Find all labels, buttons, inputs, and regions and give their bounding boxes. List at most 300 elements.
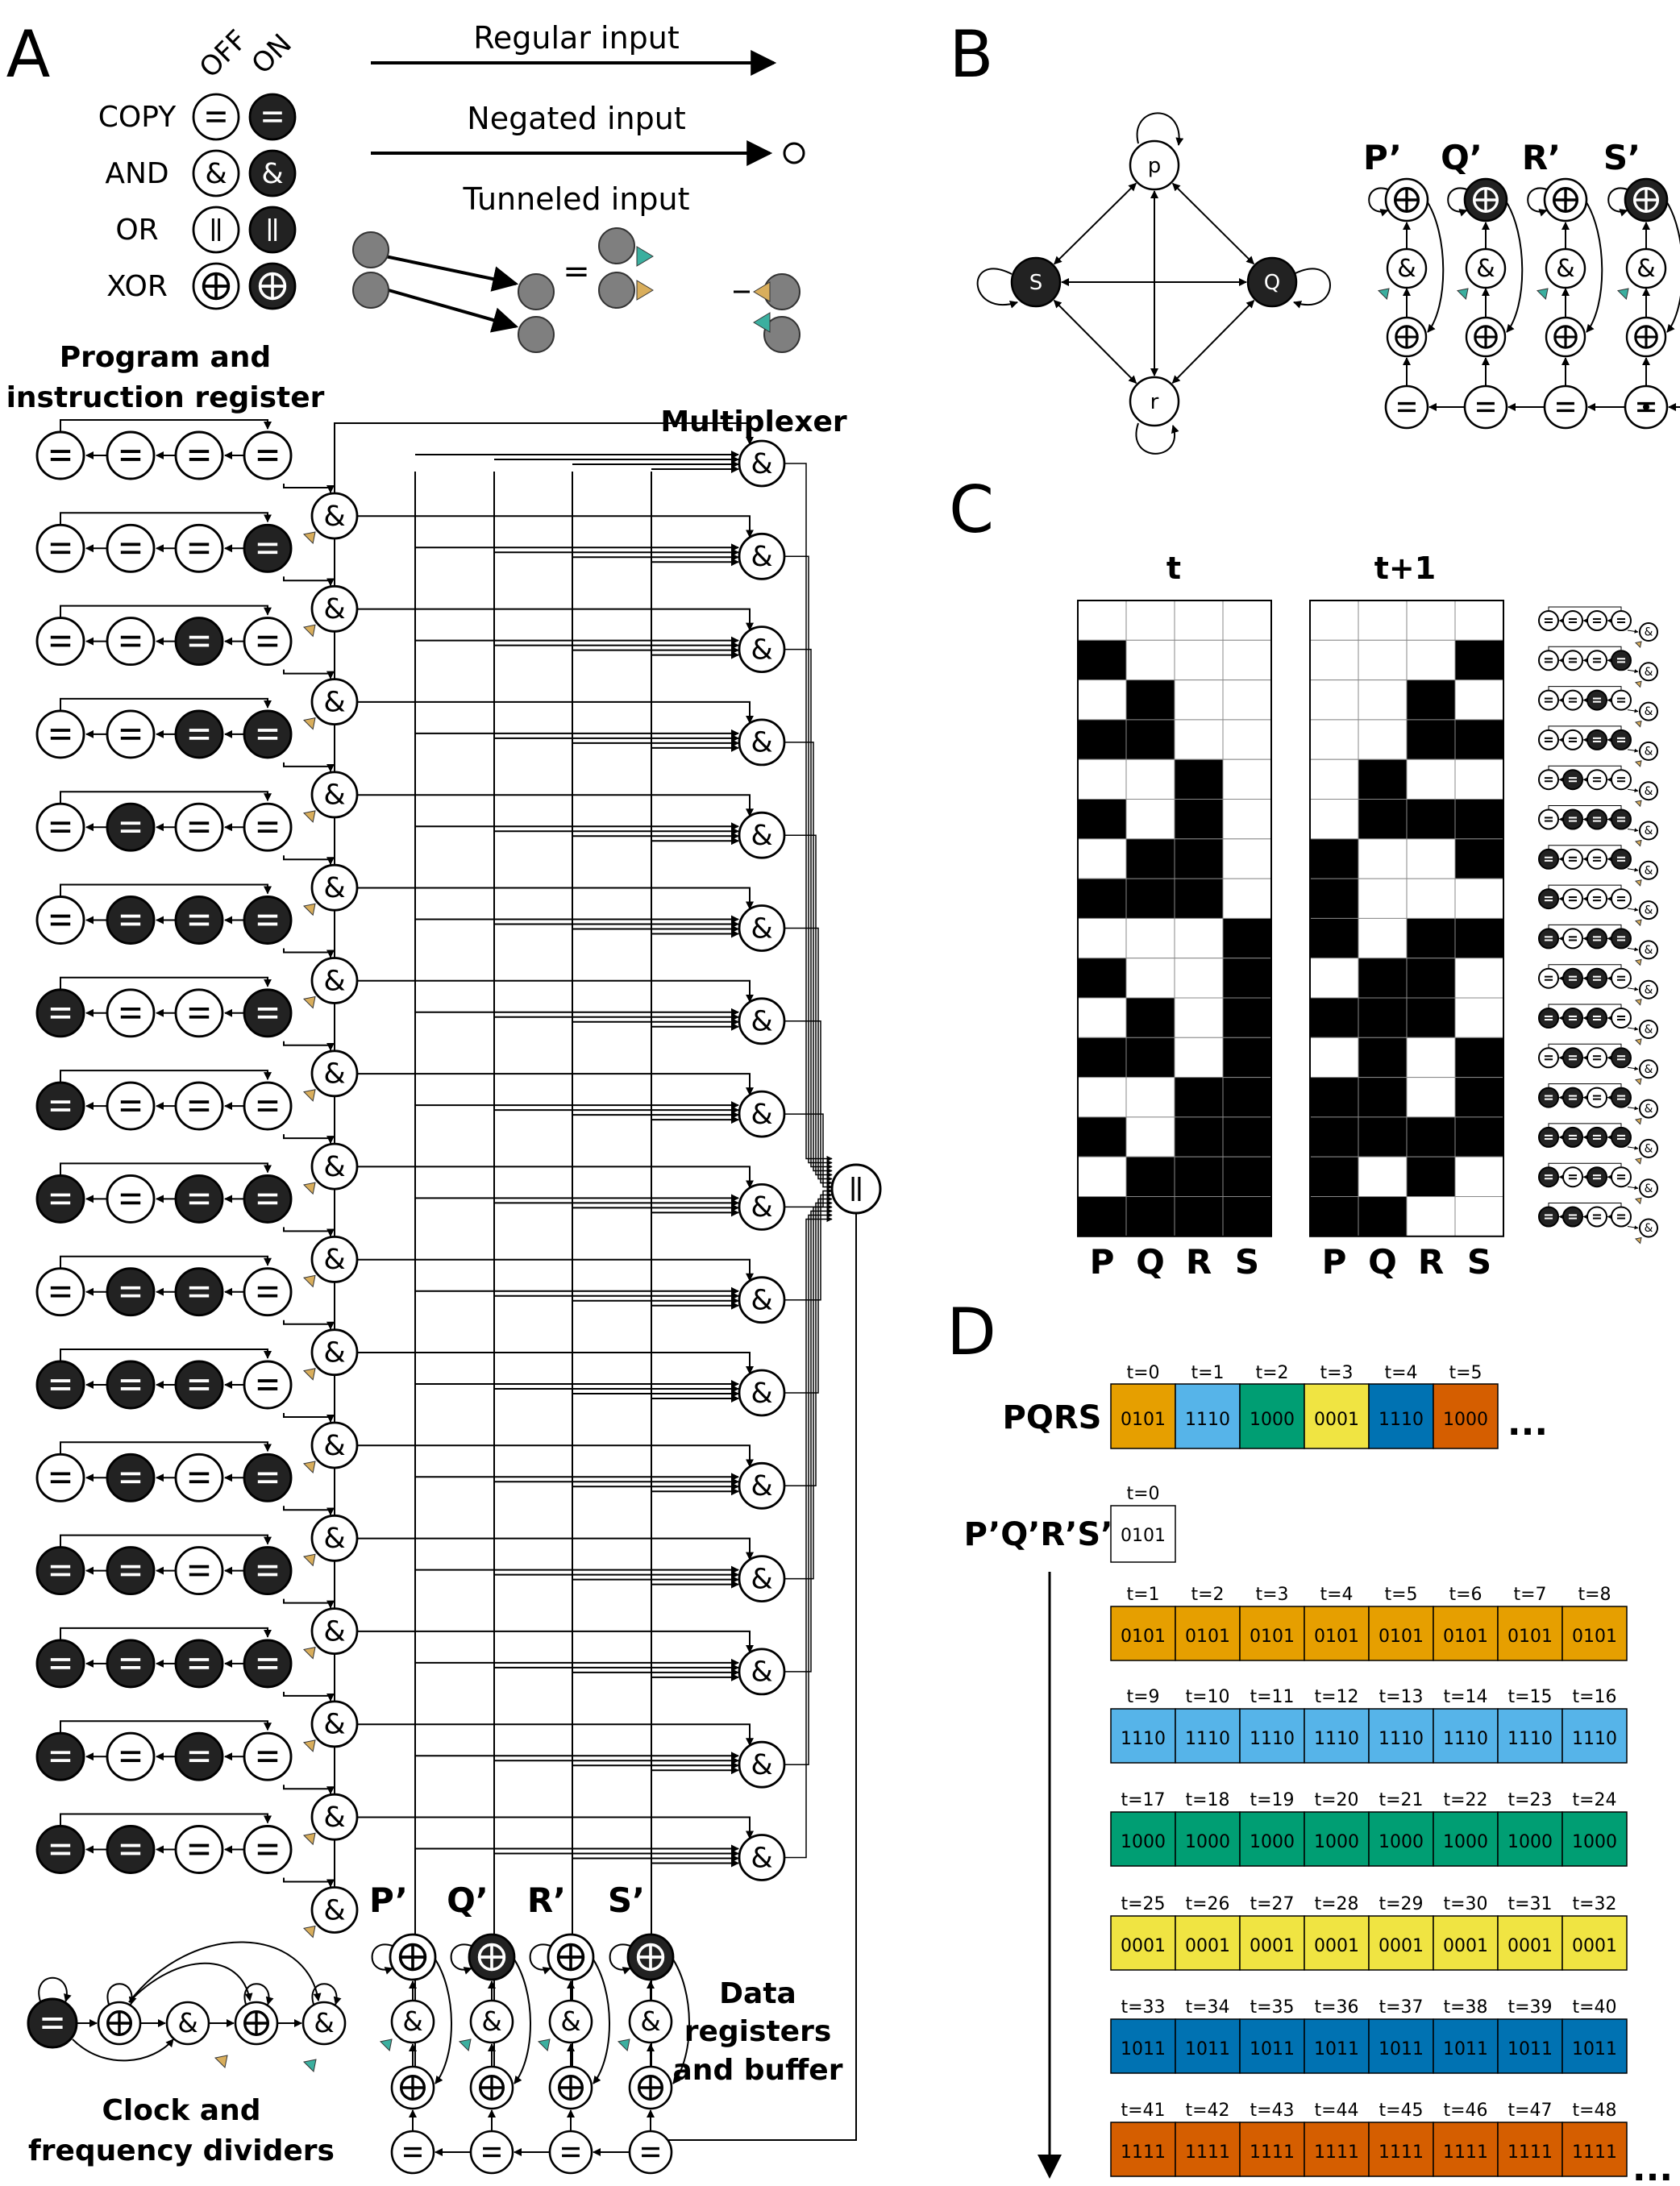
prime-time: t=19 (1250, 1790, 1295, 1810)
and-to-mux (335, 1818, 750, 1888)
gate-circle (176, 1827, 222, 1873)
grid-t1-cell (1358, 601, 1407, 640)
register-wire (592, 1957, 609, 2084)
legend-xor-label: XOR (106, 270, 168, 303)
gate-circle (244, 1548, 291, 1594)
b-register-xor-1 (1465, 179, 1507, 221)
tunnel-marker (1636, 1078, 1641, 1084)
prime-label: P’Q’R’S’ (963, 1516, 1113, 1553)
prime-value: 1111 (1121, 2142, 1166, 2163)
prime-value: 1111 (1507, 2142, 1553, 2163)
program-bit-0-2 (176, 432, 222, 479)
tunnel-marker (1636, 800, 1641, 806)
grid-t-cell (1175, 800, 1223, 839)
program-bit-10-0 (37, 1361, 84, 1408)
grid-t-cell (1223, 1037, 1271, 1077)
register-buffer-3 (630, 2131, 672, 2173)
grid-t-cell (1126, 1157, 1175, 1196)
and-symbol: & (751, 1470, 773, 1503)
prime-value: 1000 (1314, 1832, 1359, 1852)
panel-label-c: C (949, 472, 994, 547)
program-and-gate-10 (312, 1423, 357, 1468)
clock-label-2: frequency dividers (28, 2134, 335, 2167)
legend-xor-on (250, 264, 295, 309)
and-symbol: & (1476, 255, 1495, 284)
mini-wire (1628, 1187, 1638, 1188)
mini-bit (1587, 770, 1607, 789)
register-feedback (60, 606, 268, 618)
program-and-gate-1 (312, 586, 357, 631)
and-symbol: & (1644, 944, 1653, 958)
mini-bit (1587, 850, 1607, 869)
grid-t-cell (1126, 759, 1175, 799)
program-bit-11-2 (176, 1454, 222, 1501)
mini-bit (1563, 810, 1582, 829)
b-register-and-3 (1627, 249, 1665, 288)
pqrs-time-1: t=1 (1191, 1363, 1225, 1383)
register-xor-2 (548, 1935, 593, 1980)
gate-circle (176, 525, 222, 571)
grid-t1-cell (1455, 1197, 1503, 1236)
mini-bit (1611, 810, 1631, 829)
to-and-wire (284, 576, 331, 585)
grid-t-col-label: P (1089, 1242, 1115, 1282)
grid-t-cell (1223, 800, 1271, 839)
to-and-wire (284, 1041, 331, 1050)
program-bit-4-0 (37, 804, 84, 850)
prime-value: 1000 (1250, 1832, 1295, 1852)
gate-circle (1539, 929, 1558, 948)
legend-or-label: OR (115, 214, 159, 247)
program-bit-7-0 (37, 1083, 84, 1129)
prime-value: 0101 (1443, 1627, 1488, 1647)
prime-value: 0101 (1250, 1627, 1295, 1647)
mux-and-gate-1 (739, 534, 784, 579)
and-symbol: & (751, 912, 773, 945)
to-and-wire (284, 1134, 331, 1143)
program-bit-1-0 (37, 525, 84, 571)
and-symbol: & (1644, 904, 1653, 917)
prime-time: t=35 (1250, 1997, 1295, 2018)
program-bit-8-0 (37, 1175, 84, 1222)
tunnel-marker (1379, 289, 1389, 299)
prime-time: t=7 (1513, 1585, 1547, 1605)
mini-bit (1587, 1008, 1607, 1028)
mini-feedback (1549, 607, 1621, 611)
and-symbol: & (402, 2005, 423, 2037)
prime-value: 0001 (1121, 1936, 1166, 1956)
grid-t-cell (1126, 918, 1175, 958)
grid-t1-cell (1455, 1117, 1503, 1157)
state-transition (1173, 184, 1254, 264)
prime-value: 1111 (1185, 2142, 1230, 2163)
mini-feedback (1549, 846, 1621, 850)
b-register-wire (1665, 200, 1680, 332)
prime-value: 1000 (1185, 1832, 1230, 1852)
gate-circle (1539, 850, 1558, 869)
grid-t-cell (1223, 759, 1271, 799)
mini-bit (1611, 1048, 1631, 1067)
tunnel-marker (1636, 1158, 1641, 1164)
and-symbol: & (751, 1842, 773, 1875)
program-and-gate-13 (312, 1702, 357, 1747)
program-bit-7-1 (107, 1083, 154, 1129)
grid-t1-cell (1310, 720, 1358, 759)
and-symbol: & (751, 447, 773, 480)
grid-t1-cell (1310, 998, 1358, 1037)
program-bit-12-2 (176, 1548, 222, 1594)
clock-copy (28, 1999, 77, 2047)
tunnel-marker (460, 2039, 471, 2051)
program-bit-12-0 (37, 1548, 84, 1594)
mini-bit (1539, 611, 1558, 630)
mini-bit (1611, 929, 1631, 948)
gate-circle (471, 2131, 513, 2173)
grid-t1-cell (1455, 879, 1503, 918)
grid-t-cell (1223, 998, 1271, 1037)
mini-and (1640, 981, 1657, 999)
legend-equals: = (563, 253, 590, 290)
tunnel-marker (1636, 1198, 1641, 1203)
gate-circle (1611, 929, 1631, 948)
grid-t1-cell (1310, 958, 1358, 998)
program-bit-7-2 (176, 1083, 222, 1129)
prime-ellipsis: ... (1632, 2148, 1674, 2186)
legend-off: OFF (193, 23, 254, 85)
program-bit-11-1 (107, 1454, 154, 1501)
grid-t1-cell (1455, 759, 1503, 799)
grid-title-t: t (1166, 551, 1182, 586)
grid-t-col-label: S (1234, 1242, 1260, 1282)
gate-circle (1563, 850, 1582, 869)
legend-or-off (193, 207, 239, 252)
gate-circle (1587, 929, 1607, 948)
program-bit-6-2 (176, 990, 222, 1037)
mini-bit (1587, 611, 1607, 630)
gate-circle (1465, 386, 1507, 428)
gate-circle (1611, 1008, 1631, 1028)
legend-xor-off (193, 264, 239, 309)
mini-bit (1587, 1207, 1607, 1227)
grid-t1-cell (1455, 918, 1503, 958)
prime-value: 0101 (1507, 1627, 1553, 1647)
prime-time: t=34 (1185, 1997, 1230, 2018)
grid-t1-cell (1407, 680, 1455, 720)
b-register-wire (1426, 200, 1443, 332)
gate-circle (1587, 1088, 1607, 1108)
grid-t1-cell (1358, 1037, 1407, 1077)
tunnel-marker (304, 1554, 315, 1565)
grid-t1-col-label: R (1417, 1242, 1445, 1282)
and-symbol: & (314, 2007, 335, 2038)
mini-bit (1563, 650, 1582, 670)
register-label-2: R’ (526, 1881, 567, 1920)
mini-and (1640, 822, 1657, 840)
gate-circle (176, 1361, 222, 1408)
mini-bit (1611, 691, 1631, 710)
and-symbol: & (1644, 1142, 1653, 1156)
b-register-buffer-1 (1465, 386, 1507, 428)
and-symbol: & (323, 686, 346, 719)
mini-and (1640, 941, 1657, 958)
gate-circle (1563, 969, 1582, 988)
program-bit-0-0 (37, 432, 84, 479)
register-and-2 (550, 2001, 592, 2043)
tunnel-marker (1537, 289, 1548, 299)
grid-t1-cell (1407, 800, 1455, 839)
grid-t-cell (1223, 1078, 1271, 1117)
tunnel-marker (304, 1740, 315, 1752)
prime-time: t=8 (1578, 1585, 1611, 1605)
example-node (353, 272, 389, 308)
and-symbol: & (323, 1336, 346, 1369)
grid-t1-cell (1407, 879, 1455, 918)
mini-bit (1563, 969, 1582, 988)
grid-t-cell (1078, 1157, 1126, 1196)
gate-circle (107, 804, 154, 850)
grid-t1-cell (1455, 1157, 1503, 1196)
gate-circle (244, 990, 291, 1037)
gate-circle (244, 1733, 291, 1780)
prime-time: t=45 (1379, 2101, 1424, 2121)
grid-t1-col-label: Q (1368, 1242, 1397, 1282)
mini-feedback (1549, 766, 1621, 770)
grid-t1-cell (1455, 958, 1503, 998)
mini-bit (1539, 929, 1558, 948)
and-symbol: & (323, 1244, 346, 1277)
grid-t1-cell (1358, 720, 1407, 759)
gate-circle (1539, 1167, 1558, 1187)
program-bit-11-3 (244, 1454, 291, 1501)
tunnel-marker (304, 1833, 315, 1844)
gate-circle (37, 432, 84, 479)
program-and-gate-15 (312, 1888, 357, 1933)
mini-bit (1611, 1207, 1631, 1227)
register-buffer-2 (550, 2131, 592, 2173)
gate-circle (1587, 850, 1607, 869)
tunnel-marker (304, 1461, 315, 1473)
prime-time: t=36 (1314, 1997, 1359, 2018)
and-symbol: & (323, 1894, 346, 1927)
gate-circle (1545, 386, 1586, 428)
register-feedback (60, 1814, 268, 1827)
grid-t-cell (1175, 1117, 1223, 1157)
grid-t-cell (1223, 1117, 1271, 1157)
mini-bit (1563, 1088, 1582, 1108)
prime-time: t=47 (1507, 2101, 1553, 2121)
gate-circle (244, 1269, 291, 1315)
and-symbol: & (640, 2005, 661, 2037)
tunnel-marker (1458, 289, 1468, 299)
prime-time: t=38 (1443, 1997, 1488, 2018)
to-and-wire (284, 1320, 331, 1329)
gate-circle (244, 711, 291, 758)
b-register-buffer-0 (1386, 386, 1428, 428)
program-bit-11-0 (37, 1454, 84, 1501)
tunnel-marker (304, 1182, 315, 1194)
gate-circle (107, 1548, 154, 1594)
mini-wire (1628, 670, 1638, 671)
prime-value: 0001 (1250, 1936, 1295, 1956)
mini-bit (1611, 969, 1631, 988)
and-symbol: & (751, 634, 773, 667)
gate-circle (1587, 1008, 1607, 1028)
grid-t-cell (1223, 958, 1271, 998)
prime-value: 1110 (1250, 1729, 1295, 1749)
pqrs-value-0: 0101 (1121, 1410, 1166, 1430)
program-bit-9-2 (176, 1269, 222, 1315)
pqrs-time-5: t=5 (1449, 1363, 1482, 1383)
grid-t-cell (1126, 601, 1175, 640)
register-and-0 (392, 2001, 434, 2043)
mini-bit (1611, 1128, 1631, 1147)
to-and-wire (284, 763, 331, 771)
gate-circle (244, 1083, 291, 1129)
mux-and-gate-13 (739, 1649, 784, 1694)
mini-bit (1563, 1128, 1582, 1147)
b-register-and-0 (1387, 249, 1426, 288)
grid-t-cell (1175, 1078, 1223, 1117)
b-register-label-3: S’ (1603, 138, 1641, 177)
mini-bit (1611, 770, 1631, 789)
grid-t1-cell (1310, 1117, 1358, 1157)
gate-circle (176, 1083, 222, 1129)
tunnel-marker (539, 2039, 550, 2051)
grid-t1-cell (1455, 1037, 1503, 1077)
register-buffer-0 (392, 2131, 434, 2173)
mini-bit (1587, 929, 1607, 948)
mini-bit (1563, 770, 1582, 789)
grid-t-cell (1175, 680, 1223, 720)
program-bit-6-3 (244, 990, 291, 1037)
tunnel-marker (1636, 681, 1641, 687)
gate-circle (392, 2131, 434, 2173)
mini-feedback (1549, 1044, 1621, 1048)
gate-circle (37, 897, 84, 944)
and-symbol: & (1644, 1023, 1653, 1037)
gate-circle (107, 1827, 154, 1873)
grid-t-col-label: R (1185, 1242, 1212, 1282)
grid-t1-cell (1358, 918, 1407, 958)
grid-t-cell (1126, 1078, 1175, 1117)
and-symbol: & (751, 819, 773, 852)
register-xor-lower-3 (630, 2067, 672, 2109)
pqrs-value-3: 0001 (1314, 1410, 1359, 1430)
grid-t-cell (1078, 918, 1126, 958)
mini-and (1640, 862, 1657, 879)
program-bit-13-0 (37, 1640, 84, 1687)
prime-value: 1011 (1314, 2039, 1359, 2059)
prime-value: 0001 (1443, 1936, 1488, 1956)
gate-circle (37, 618, 84, 665)
mini-bit (1563, 1207, 1582, 1227)
gate-circle (193, 94, 239, 139)
tunnel-marker (1618, 289, 1628, 299)
gate-circle (1587, 969, 1607, 988)
grid-t1-cell (1407, 720, 1455, 759)
grid-t1-cell (1358, 998, 1407, 1037)
grid-t-cell (1175, 759, 1223, 799)
mini-bit (1563, 691, 1582, 710)
pqrs-value-1: 1110 (1185, 1410, 1230, 1430)
gate-circle (37, 525, 84, 571)
grid-t-cell (1175, 1157, 1223, 1196)
grid-t1-cell (1455, 998, 1503, 1037)
grid-t1-cell (1310, 640, 1358, 679)
mini-bit (1539, 730, 1558, 750)
mini-bit (1611, 889, 1631, 908)
grid-t1-cell (1455, 640, 1503, 679)
and-symbol: & (323, 1708, 346, 1741)
program-bit-0-3 (244, 432, 291, 479)
mini-feedback (1549, 1004, 1621, 1008)
register-feedback (60, 513, 268, 525)
tunnel-marker (618, 2039, 630, 2051)
prime-time: t=6 (1449, 1585, 1482, 1605)
example-node (518, 317, 554, 352)
prime-time: t=13 (1379, 1687, 1424, 1707)
gate-circle (1539, 691, 1558, 710)
register-label-1: Q’ (447, 1881, 489, 1920)
grid-t-cell (1223, 918, 1271, 958)
grid-title-t1: t+1 (1374, 551, 1437, 586)
gate-circle (244, 525, 291, 571)
state-transition (1172, 301, 1254, 383)
program-and-gate-0 (312, 493, 357, 538)
b-register-wire (1505, 200, 1522, 332)
grid-t1-cell (1407, 640, 1455, 679)
tunnel-marker (1636, 1238, 1641, 1244)
gate-circle (1611, 770, 1631, 789)
pqrs-time-3: t=3 (1320, 1363, 1354, 1383)
mini-bit (1611, 650, 1631, 670)
gate-circle (1539, 1128, 1558, 1147)
state-transition (1054, 301, 1137, 384)
gate-circle (1563, 1048, 1582, 1067)
mini-wire (1628, 869, 1638, 871)
b-register-label-0: P’ (1363, 138, 1402, 177)
prime-time: t=37 (1379, 1997, 1424, 2018)
mini-and (1640, 703, 1657, 721)
mini-bit (1539, 1008, 1558, 1028)
gate-circle (1587, 1048, 1607, 1067)
gate-circle (1386, 386, 1428, 428)
mux-and-gate-0 (739, 441, 784, 486)
mini-wire (1628, 829, 1638, 831)
and-symbol: & (751, 726, 773, 759)
mini-bit (1539, 1207, 1558, 1227)
and-symbol: & (1636, 255, 1656, 284)
and-symbol: & (261, 157, 284, 190)
pqrs-label: PQRS (1002, 1399, 1102, 1436)
mini-bit (1539, 969, 1558, 988)
tunnel-marker (304, 2059, 316, 2072)
gate-circle (1611, 650, 1631, 670)
state-self-loop (1136, 423, 1175, 454)
grid-t-cell (1126, 720, 1175, 759)
tunnel-marker (215, 2055, 227, 2068)
and-symbol: & (1644, 983, 1653, 997)
grid-t1-cell (1310, 918, 1358, 958)
prime-time: t=42 (1185, 2101, 1230, 2121)
grid-t-cell (1126, 998, 1175, 1037)
gate-circle (1587, 730, 1607, 750)
gate-circle (1611, 1048, 1631, 1067)
and-symbol: & (177, 2007, 198, 2038)
and-symbol: & (323, 779, 346, 812)
prime-value: 0101 (1185, 1627, 1230, 1647)
prime-value: 1111 (1572, 2142, 1617, 2163)
